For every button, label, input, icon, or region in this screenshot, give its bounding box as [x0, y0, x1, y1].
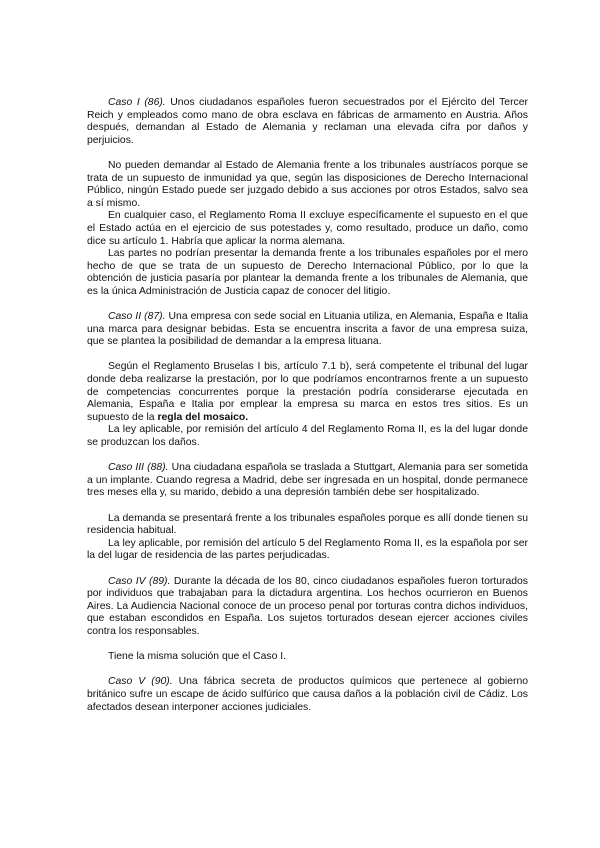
- case-1-answer-immunity: No pueden demandar al Estado de Alemania frente a los tribunales austríacos porque se trata de un supuesto de inmunidad ya que, según las disposiciones de Derecho Internacional Público, ningún Estado puede ser juzgado debido a sus acciones por otros Estados, salvo sea a sí mismo.: [87, 159, 528, 209]
- case-1-label: Caso I (86).: [108, 97, 166, 108]
- case-1-statement: [87, 97, 528, 147]
- case-2-answer-brussels: [87, 361, 528, 424]
- case-1-answer-rome-ii: En cualquier caso, el Reglamento Roma II excluye específicamente el supuesto en el que el Estado actúa en el ejercicio de sus potestades y, como resultado, produce un daño, como dice su artículo 1. Habría que aplicar la norma alemana.: [87, 210, 528, 247]
- case-3-answer-law: La ley aplicable, por remisión del artículo 5 del Reglamento Roma II, es la española por ser la del lugar de residencia de las partes perjudicadas.: [87, 537, 528, 562]
- case-4-answer: Tiene la misma solución que el Caso I.: [108, 651, 287, 663]
- case-5-statement: [87, 676, 528, 714]
- case-2-statement: [87, 311, 528, 349]
- case-2-label: Caso II (87).: [108, 311, 166, 323]
- case-4-statement: [87, 576, 528, 639]
- case-4-label: Caso IV (89).: [108, 575, 171, 587]
- case-5-label: Caso V (90).: [108, 676, 173, 688]
- case-1-text: Unos ciudadanos españoles fueron secuestrados por el Ejército del Tercer Reich y empleados como mano de obra esclava en fábricas de armamento en Austria. Años después, demandan al Estado de Alemania y reclaman una elevada cifra por daños y perjuicios.: [87, 97, 528, 146]
- case-3-answer-jurisdiction: La demanda se presentará frente a los tribunales españoles porque es allí donde tienen su residencia habitual.: [87, 512, 528, 537]
- case-4-text: Durante la década de los 80, cinco ciudadanos españoles fueron torturados por individuos que trabajaban para la dictadura argentina. Los hechos ocurrieron en Buenos Aires. La Audiencia Nacional conoce de un proceso penal por torturas contra dichos individuos, que estaban escondidos en España. Los sujetos torturados desean ejercer acciones civiles contra los responsables.: [87, 575, 528, 637]
- case-2-answer-text: Según el Reglamento Bruselas I bis, artículo 7.1 b), será competente el tribunal del lugar donde deba realizarse la prestación, por lo que podríamos encontrarnos frente a un supuesto de competencias concurrentes porque la prestación podría considerarse ejecutada en Alemania, España e Italia por emplear la empresa su marca en estos tres sitios. Es un supuesto de la: [87, 361, 528, 423]
- document-body: [87, 97, 528, 714]
- case-3-statement: [87, 462, 528, 500]
- case-2-answer-law: La ley aplicable, por remisión del artículo 4 del Reglamento Roma II, es la del lugar donde se produzcan los daños.: [87, 424, 528, 449]
- case-3-label: Caso III (88).: [108, 462, 169, 474]
- case-2-text: Una empresa con sede social en Lituania utiliza, en Alemania, España e Italia una marca para designar bebidas. Esta se encuentra inscrita a favor de una empresa suiza, que se plantea la posibilidad de demandar a la empresa lituana.: [87, 311, 529, 348]
- case-3-text: Una ciudadana española se traslada a Stuttgart, Alemania para ser sometida a un implante. Cuando regresa a Madrid, debe ser ingresada en un hospital, donde permanece tres meses ella y, su marido, debido a una depresión también debe ser hospitalizado.: [87, 462, 528, 499]
- case-1-answer-jurisdiction: Las partes no podrían presentar la demanda frente a los tribunales españoles por el mero hecho de que se trata de un supuesto de Derecho Internacional Público, por lo que la obtención de justicia pasaría por plantear la demanda frente a los tribunales de Alemania, que es la única Administración de Justicia capaz de conocer del litigio.: [87, 248, 528, 297]
- mosaic-rule-term: regla del mosaico.: [157, 411, 249, 423]
- case-5-text: Una fábrica secreta de productos químicos que pertenece al gobierno británico sufre un escape de ácido sulfúrico que causa daños a la población civil de Cádiz. Los afectados desean interponer acciones judiciales.: [87, 676, 529, 713]
